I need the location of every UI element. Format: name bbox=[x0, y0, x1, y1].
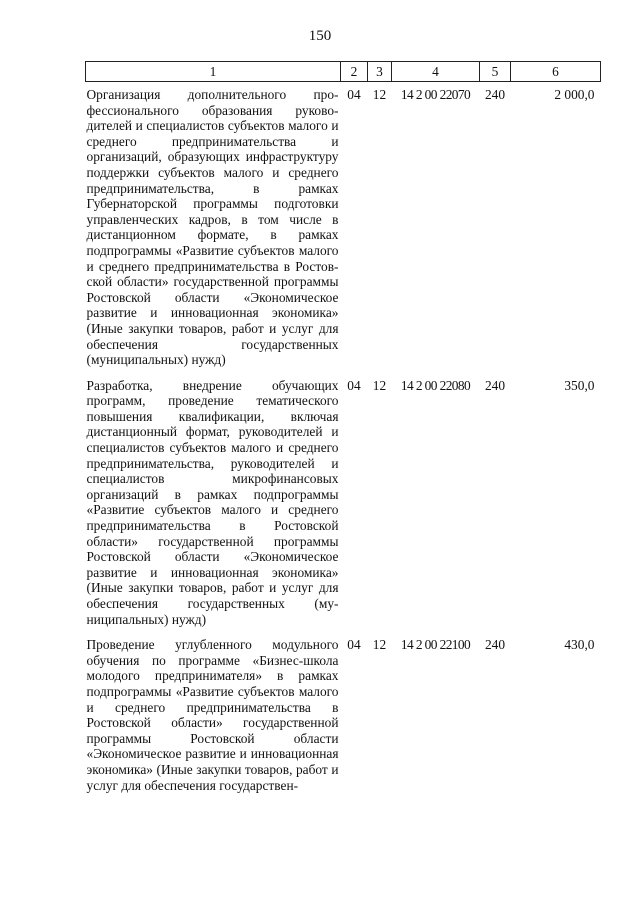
table-row bbox=[86, 373, 601, 633]
header-col-2: 2 bbox=[341, 62, 368, 82]
row-target-article: 14 2 00 22080 bbox=[400, 377, 471, 393]
header-row bbox=[86, 62, 601, 82]
row-section: 04 bbox=[347, 637, 361, 653]
page-number: 150 bbox=[308, 28, 332, 44]
header-col-5: 5 bbox=[480, 62, 511, 82]
table-row bbox=[86, 82, 601, 373]
table-body bbox=[86, 82, 601, 799]
row-description: Организация дополнительного профессионального образования руководителей и специалистов субъектов малого и среднего предпринимательства и организаций, образующих инфраструктуру поддержки субъектов малого и среднего предпринимательства, в рамках Губернаторской программы подготовки управленческих кадров, в том числе в дистанционном формате, в рамках подпрограммы «Развитие субъектов малого и среднего предпринимательства в Ростовской области» государственной программы Ростовской области «Экономическое развитие и инновационная экономика» (Иные закупки товаров, работ и услуг для обеспечения государственных (муниципальных) нужд) bbox=[86, 87, 339, 368]
header-col-6: 6 bbox=[511, 62, 601, 82]
row-subsection: 12 bbox=[372, 637, 387, 653]
budget-table bbox=[85, 61, 601, 798]
row-expense-type: 240 bbox=[484, 377, 506, 393]
row-subsection: 12 bbox=[372, 87, 387, 102]
row-subsection: 12 bbox=[372, 377, 387, 393]
row-expense-type: 240 bbox=[484, 637, 506, 653]
row-amount: 430,0 bbox=[564, 637, 595, 653]
row-amount: 350,0 bbox=[564, 377, 595, 393]
header-col-3: 3 bbox=[368, 62, 392, 82]
row-description: Разработка, внедрение обучающих программ, проведение тематического повышения квалификации, включая дистанционный формат, руководителей и специалистов субъектов малого и среднего предпринимательства, руководителей и специалистов микрофинансовых организаций в рамках подпрограммы «Развитие субъектов малого и среднего предпринимательства в Ростовской области» государственной программы Ростовской области «Экономическое развитие и инновационная экономика» (Иные закупки товаров, работ и услуг для обеспечения государственных (муниципальных) нужд) bbox=[86, 377, 339, 627]
table-row bbox=[86, 632, 601, 798]
row-section: 04 bbox=[347, 87, 361, 102]
header-col-4: 4 bbox=[392, 62, 480, 82]
row-expense-type: 240 bbox=[484, 87, 506, 102]
row-amount: 2 000,0 bbox=[554, 87, 595, 102]
table-header bbox=[86, 62, 601, 82]
row-description: Проведение углубленного модульного обучения по программе «Бизнес-школа молодого предпринимателя» в рамках подпрограммы «Развитие субъектов малого и среднего предпринимательства в Ростовской области» государственной программы Ростовской области «Экономическое развитие и инновационная экономика» (Иные закупки товаров, работ и услуг для обеспечения государствен- bbox=[86, 637, 339, 793]
row-target-article: 14 2 00 22070 bbox=[400, 87, 471, 102]
row-target-article: 14 2 00 22100 bbox=[400, 637, 471, 653]
header-col-1: 1 bbox=[86, 62, 341, 82]
row-section: 04 bbox=[347, 377, 361, 393]
